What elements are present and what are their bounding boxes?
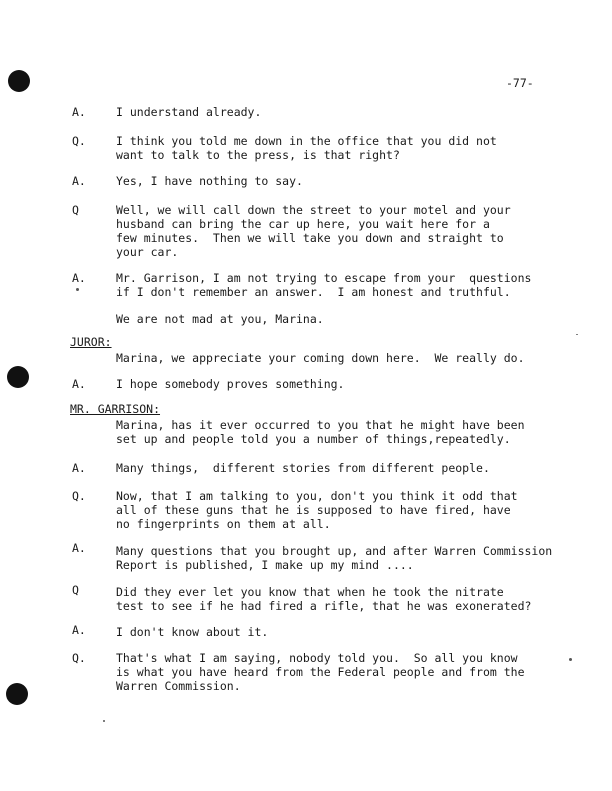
speaker-label: A.: [72, 461, 86, 475]
testimony-text: We are not mad at you, Marina.: [116, 312, 324, 326]
speaker-label: A.: [72, 623, 86, 637]
speaker-header: MR. GARRISON:: [70, 402, 161, 416]
speaker-label: A.: [72, 377, 86, 391]
speaker-label: A.: [72, 105, 86, 119]
testimony-text: Now, that I am talking to you, don't you think it odd that all of these guns that he is supposed to have fired, have no fingerprints on them at all.: [116, 489, 518, 531]
scan-speck: [569, 658, 572, 661]
scan-speck: [103, 720, 105, 722]
testimony-text: Did they ever let you know that when he took the nitrate test to see if he had fired a rifle, that he was exonerated?: [116, 585, 532, 613]
speaker-header: JUROR:: [70, 335, 112, 349]
speaker-label: A.: [72, 271, 86, 285]
testimony-text: Marina, we appreciate your coming down here. We really do.: [116, 351, 525, 365]
speaker-label: Q.: [72, 134, 86, 148]
testimony-text: I understand already.: [116, 105, 262, 119]
testimony-text: That's what I am saying, nobody told you. So all you know is what you have heard from the Federal people and from the Warren Commission.: [116, 651, 525, 693]
page-number: -77-: [506, 76, 534, 90]
testimony-text: I hope somebody proves something.: [116, 377, 345, 391]
speaker-label: Q.: [72, 651, 86, 665]
testimony-text: Yes, I have nothing to say.: [116, 174, 303, 188]
testimony-text: Many things, different stories from different people.: [116, 461, 490, 475]
scan-speck: [576, 334, 578, 335]
testimony-text: I don't know about it.: [116, 625, 269, 639]
testimony-text: Mr. Garrison, I am not trying to escape from your questions if I don't remember an answer. I am honest and truthful.: [116, 271, 532, 299]
testimony-text: Marina, has it ever occurred to you that he might have been set up and people told you a number of things,repeatedly.: [116, 418, 525, 446]
speaker-label: A.: [72, 541, 86, 555]
scan-speck: [76, 288, 79, 291]
speaker-label: Q.: [72, 489, 86, 503]
testimony-text: Well, we will call down the street to your motel and your husband can bring the car up here, you wait here for a few minutes. Then we will take you down and straight to your car.: [116, 203, 511, 259]
testimony-text: I think you told me down in the office that you did not want to talk to the press, is that right?: [116, 134, 497, 162]
binder-hole: [8, 70, 30, 92]
speaker-label: A.: [72, 174, 86, 188]
speaker-label: Q: [72, 583, 79, 597]
testimony-text: Many questions that you brought up, and after Warren Commission Report is published, I make up my mind ....: [116, 544, 553, 572]
binder-hole: [6, 683, 28, 705]
binder-hole: [7, 366, 29, 388]
speaker-label: Q: [72, 203, 79, 217]
